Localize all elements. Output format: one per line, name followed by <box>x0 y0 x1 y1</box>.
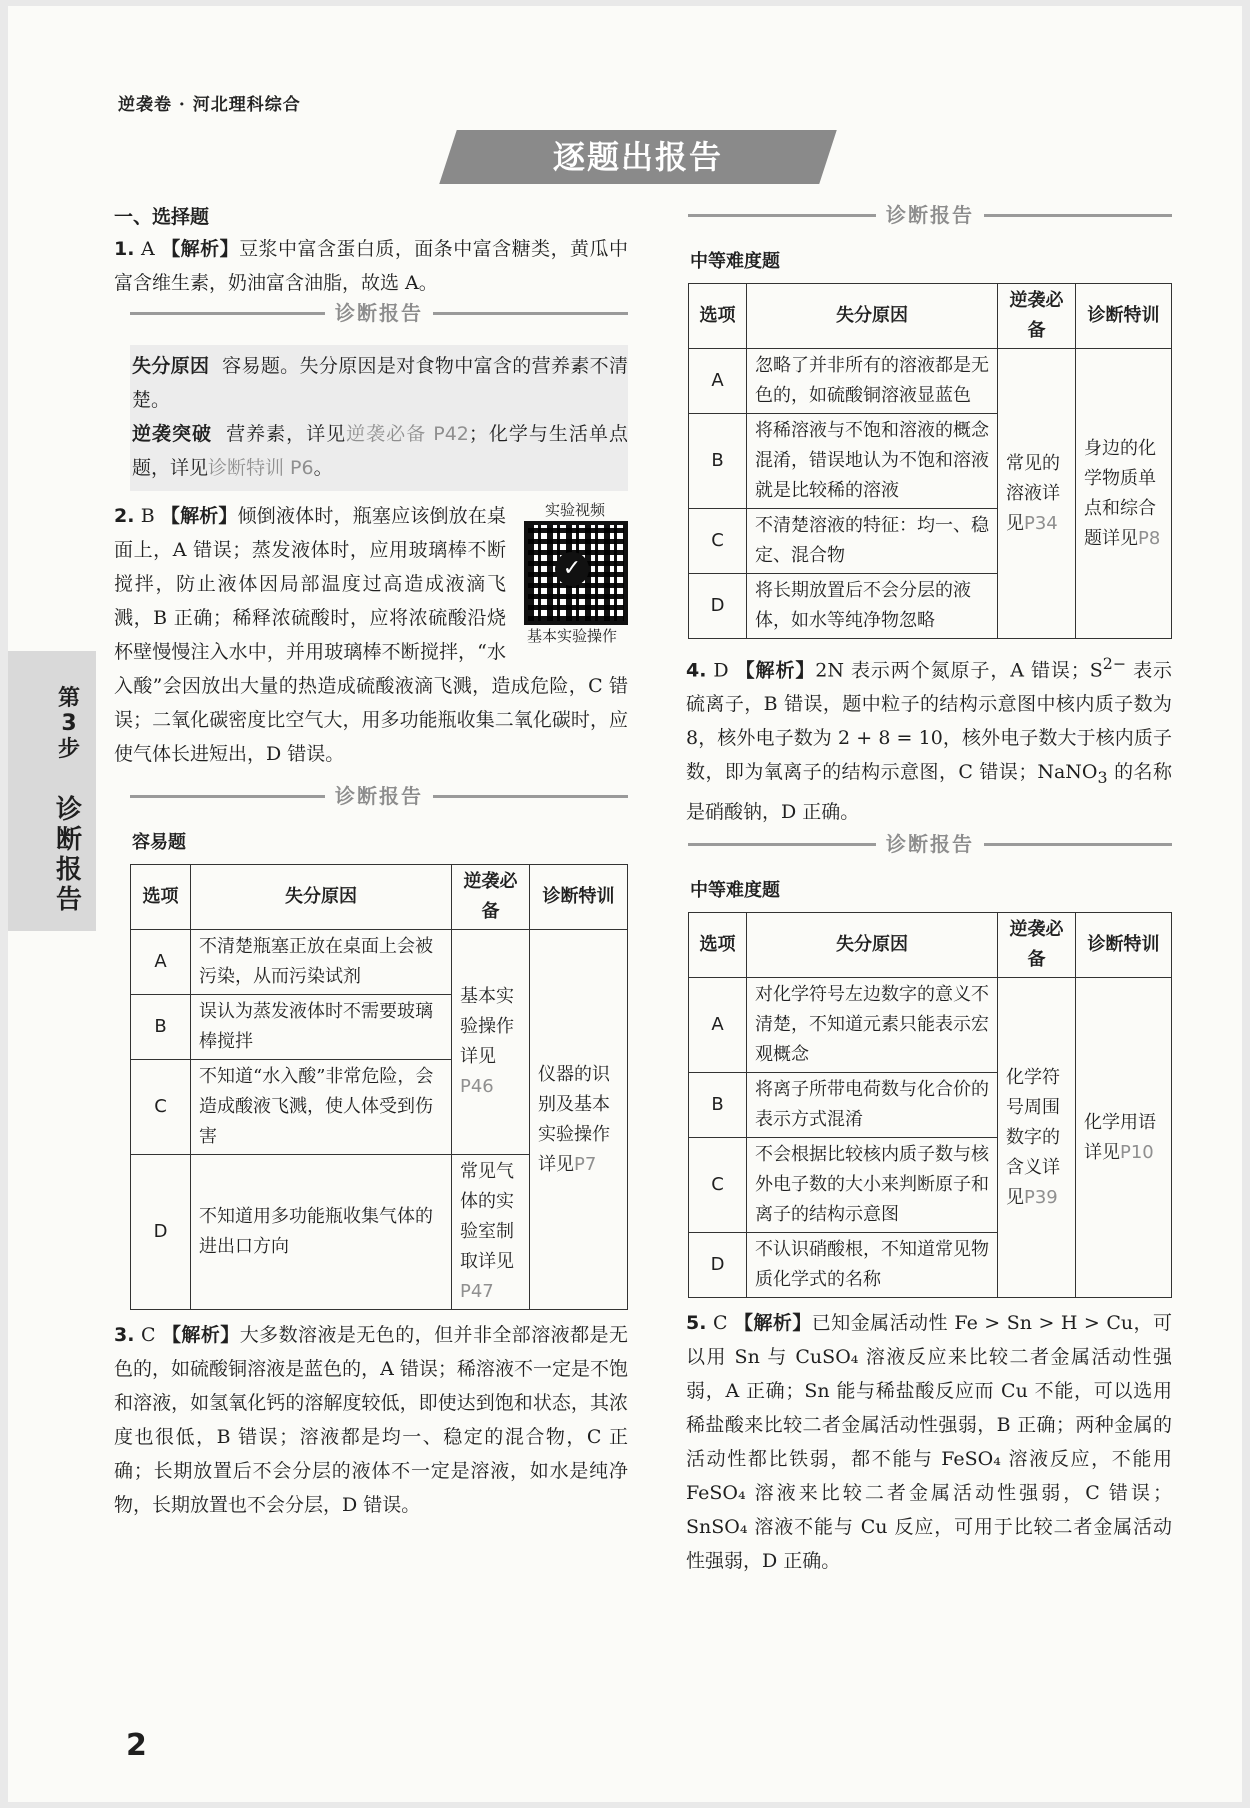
analysis-tag: 【解析】 <box>161 238 240 260</box>
reference-link: 诊断特训 P6 <box>208 457 314 479</box>
difficulty-level: 中等难度题 <box>690 251 780 272</box>
banner-title: 逐题出报告 <box>552 138 723 176</box>
question-4 <box>686 647 1172 829</box>
diagnosis-table <box>688 283 1172 639</box>
reason-cell: 忽略了并非所有的溶液都是无色的，如硫酸铜溶液显蓝色 <box>747 349 998 414</box>
train-cell <box>1076 978 1172 1298</box>
fail-reason-label: 失分原因 <box>132 355 210 377</box>
question-number: 4. <box>686 659 707 682</box>
column-header: 失分原因 <box>747 913 998 978</box>
table-row <box>689 349 1172 414</box>
table-row <box>689 978 1172 1073</box>
diagnosis-report-1 <box>130 301 628 491</box>
analysis-tag: 【解析】 <box>734 1312 812 1335</box>
diagnosis-label: 诊断报告 <box>876 199 984 228</box>
question-3 <box>114 1318 628 1522</box>
option-cell: C <box>689 509 747 574</box>
analysis-text: 2N 表示两个氮原子，A 错误；S <box>815 659 1103 682</box>
must-text: 化学符号周围数字的含义详见 <box>1006 1066 1060 1208</box>
table-header-row <box>131 865 628 930</box>
option-cell: B <box>689 1073 747 1138</box>
reason-cell: 将稀溶液与不饱和溶液的概念混淆，错误地认为不饱和溶液就是比较稀的溶液 <box>747 414 998 509</box>
column-header: 逆袭必备 <box>998 913 1076 978</box>
fail-reason <box>132 349 628 417</box>
train-text: 身边的化学物质单点和综合题详见 <box>1084 437 1156 549</box>
analysis-tag: 【解析】 <box>160 505 238 527</box>
running-header: 逆袭卷 · 河北理科综合 <box>118 95 301 115</box>
breakthrough-text: ；化学与生活单点题，详见 <box>132 423 628 479</box>
reference-link: 逆袭必备 P42 <box>346 423 469 445</box>
column-header: 失分原因 <box>747 284 998 349</box>
reason-cell: 不清楚瓶塞正放在桌面上会被污染，从而污染试剂 <box>191 930 452 995</box>
question-number: 1. <box>114 238 135 260</box>
column-header: 选项 <box>131 865 191 930</box>
diagnosis-label: 诊断报告 <box>325 780 433 809</box>
breakthrough <box>132 417 628 485</box>
reference-link: P10 <box>1120 1141 1154 1163</box>
section-heading: 一、选择题 <box>114 206 210 228</box>
must-text: 常见的溶液详见 <box>1006 452 1060 534</box>
reason-cell: 不知道“水入酸”非常危险，会造成酸液飞溅，使人体受到伤害 <box>191 1060 452 1155</box>
reference-link: P8 <box>1138 527 1161 549</box>
column-header: 失分原因 <box>191 865 452 930</box>
reason-cell: 不会根据比较核内质子数与核外电子数的大小来判断原子和离子的结构示意图 <box>747 1138 998 1233</box>
option-cell: C <box>131 1060 191 1155</box>
analysis-text: 表示硫离子，B 错误，题中粒子的结构示意图中核内质子数为 8，核外电子数为 2 + 8 = 10，核外电子数大于核内质子数，即为氧离子的结构示意图，C 错误；NaNO <box>686 659 1173 784</box>
must-text: 基本实验操作详见 <box>460 986 514 1067</box>
qr-caption-bottom: 基本实验操作 <box>526 627 617 645</box>
reason-cell: 将长期放置后不会分层的液体，如水等纯净物忽略 <box>747 574 998 639</box>
option-cell: D <box>131 1155 191 1310</box>
reason-cell: 不清楚溶液的特征：均一、稳定、混合物 <box>747 509 998 574</box>
analysis-text: 倾倒液体时，瓶塞应该倒放在桌面上，A 错误；蒸发液体时，应用玻璃棒不断搅拌，防止液体因局部温度过高造成液滴飞溅，B 正确；稀释浓硫酸时，应将浓硫酸沿烧杯壁慢慢注入水中，并用玻璃棒不断搅拌，“水入酸”会因放出大量的热造成硫酸液滴飞溅，造成危险，C 错误；二氧化碳密度比空气大，用多功能瓶收集二氧化碳时，应使气体长进短出，D 错误。 <box>114 505 628 765</box>
table-header-row <box>689 913 1172 978</box>
charge-superscript: 2− <box>1102 654 1127 673</box>
must-cell <box>998 349 1076 639</box>
diagnosis-label: 诊断报告 <box>325 297 433 326</box>
reason-cell: 对化学符号左边数字的意义不清楚，不知道元素只能表示宏观概念 <box>747 978 998 1073</box>
question-5 <box>686 1306 1172 1578</box>
answer: C <box>712 1312 728 1335</box>
reason-cell: 不认识硝酸根，不知道常见物质化学式的名称 <box>747 1233 998 1298</box>
option-cell: A <box>689 349 747 414</box>
page <box>8 6 1242 1802</box>
column-header: 选项 <box>689 284 747 349</box>
option-cell: B <box>131 995 191 1060</box>
page-number: 2 <box>126 1728 147 1763</box>
must-cell <box>998 978 1076 1298</box>
reference-link: P47 <box>460 1281 494 1302</box>
difficulty-level: 容易题 <box>132 832 186 853</box>
answer: C <box>140 1324 156 1346</box>
analysis-text: 已知金属活动性 Fe > Sn > H > Cu，可以用 Sn 与 CuSO₄ 溶液反应来比较二者金属活动性强弱，A 正确；Sn 能与稀盐酸反应而 Cu 不能，可以选用稀盐酸来比较二者金属活动性强弱，B 正确；两种金属的活动性都比铁弱，都不能与 FeSO₄ 溶液反应，不能用 FeSO₄ 溶液来比较二者金属活动性强弱，C 错误；SnSO₄ 溶液不能与 Cu 反应，可用于比较二者金属活动性强弱，D 正确。 <box>686 1312 1172 1573</box>
train-text: 化学用语详见 <box>1084 1111 1156 1163</box>
breakthrough-text: 营养素，详见 <box>226 423 347 445</box>
option-cell: D <box>689 1233 747 1298</box>
option-cell: A <box>689 978 747 1073</box>
reason-cell: 误认为蒸发液体时不需要玻璃棒搅拌 <box>191 995 452 1060</box>
check-icon: ✓ <box>555 552 589 586</box>
analysis-text: 的名称是硝酸钠，D 正确。 <box>686 761 1173 824</box>
answer: A <box>140 238 155 260</box>
table-header-row <box>689 284 1172 349</box>
question-number: 2. <box>114 505 135 527</box>
diagnosis-report-3 <box>688 203 1172 639</box>
question-1 <box>114 232 628 300</box>
diagnosis-report-4 <box>688 832 1172 1298</box>
question-2 <box>114 499 628 771</box>
diagnosis-table <box>130 864 628 1310</box>
diagnosis-header <box>130 301 628 345</box>
answer: D <box>713 659 729 682</box>
column-header: 逆袭必备 <box>998 284 1076 349</box>
column-header: 诊断特训 <box>530 865 628 930</box>
analysis-text: 豆浆中富含蛋白质，面条中富含糖类，黄瓜中富含维生素，奶油富含油脂，故选 A。 <box>114 238 628 294</box>
must-cell <box>452 1155 530 1310</box>
must-cell <box>452 930 530 1155</box>
option-cell: A <box>131 930 191 995</box>
diagnosis-header <box>688 832 1172 876</box>
reason-cell: 不知道用多功能瓶收集气体的进出口方向 <box>191 1155 452 1310</box>
column-header: 选项 <box>689 913 747 978</box>
train-cell <box>1076 349 1172 639</box>
must-text: 常见气体的实验室制取详见 <box>460 1161 514 1272</box>
question-number: 3. <box>114 1324 135 1346</box>
breakthrough-label: 逆袭突破 <box>132 423 213 445</box>
diagnosis-table <box>688 912 1172 1298</box>
left-column <box>114 202 628 1522</box>
fail-reason-text: 容易题。失分原因是对食物中富含的营养素不清楚。 <box>132 355 628 411</box>
option-cell: B <box>689 414 747 509</box>
column-header: 逆袭必备 <box>452 865 530 930</box>
table-row <box>131 930 628 995</box>
reference-link: P39 <box>1024 1186 1058 1208</box>
diagnosis-box <box>130 345 628 491</box>
analysis-tag: 【解析】 <box>735 659 816 682</box>
train-text: 仪器的识别及基本实验操作详见 <box>538 1063 610 1175</box>
diagnosis-header <box>688 203 1172 247</box>
difficulty-level: 中等难度题 <box>690 880 780 902</box>
breakthrough-text: 。 <box>313 457 333 479</box>
option-cell: D <box>689 574 747 639</box>
reference-link: P46 <box>460 1076 494 1097</box>
reason-cell: 将离子所带电荷数与化合价的表示方式混淆 <box>747 1073 998 1138</box>
diagnosis-label: 诊断报告 <box>876 828 984 857</box>
diagnosis-report-2 <box>130 784 628 1310</box>
answer: B <box>140 505 155 527</box>
column-header: 诊断特训 <box>1076 913 1172 978</box>
option-cell: C <box>689 1138 747 1233</box>
right-column <box>686 203 1173 1578</box>
question-number: 5. <box>686 1312 707 1335</box>
reference-link: P34 <box>1024 512 1058 534</box>
reference-link: P7 <box>574 1153 597 1175</box>
analysis-text: 大多数溶液是无色的，但并非全部溶液都是无色的，如硫酸铜溶液是蓝色的，A 错误；稀溶液不一定是不饱和溶液，如氢氧化钙的溶解度较低，即使达到饱和状态，其浓度也很低，B 错误；溶液都是均一、稳定的混合物，C 正确；长期放置后不会分层的液体不一定是溶液，如水是纯净物，长期放置也不会分层，D 错误。 <box>114 1324 628 1516</box>
qr-caption-top: 实验视频 <box>544 501 605 519</box>
analysis-tag: 【解析】 <box>161 1324 240 1346</box>
side-tab-title: 诊断报告 <box>55 795 82 915</box>
column-header: 诊断特训 <box>1076 284 1172 349</box>
formula-subscript: 3 <box>1097 768 1108 788</box>
side-tab-step: 第3步 <box>57 686 80 762</box>
train-cell <box>530 930 628 1310</box>
diagnosis-header <box>130 784 628 828</box>
